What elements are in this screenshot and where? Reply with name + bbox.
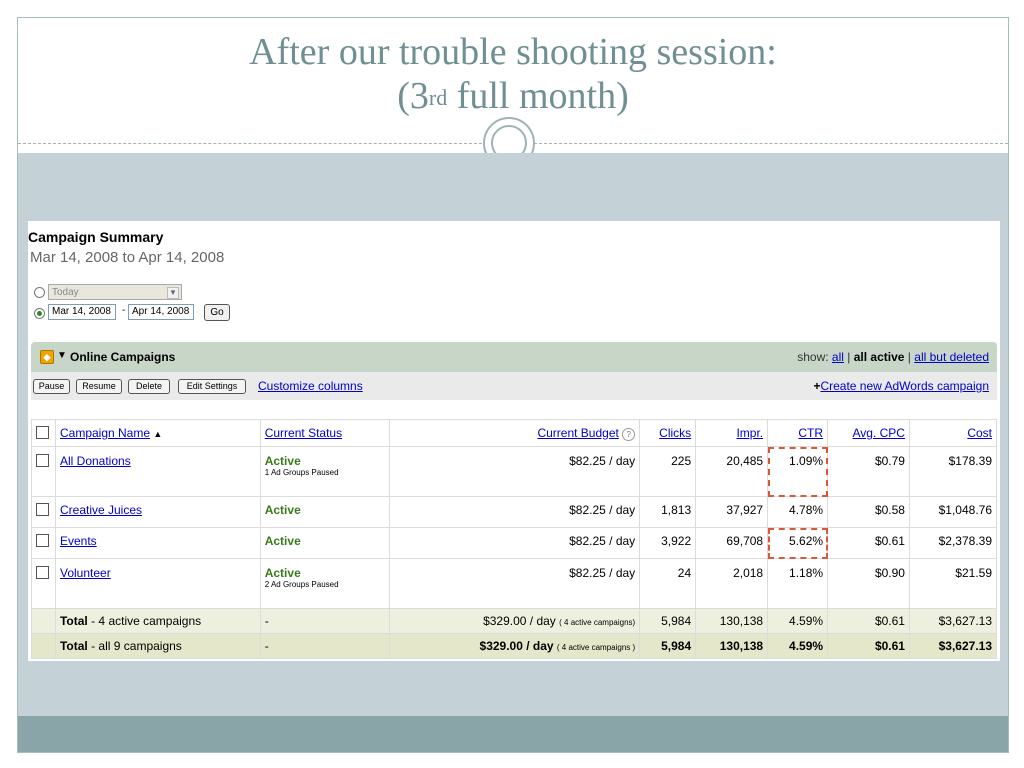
campaign-name-cell xyxy=(55,497,260,528)
clicks-cell: 24 xyxy=(640,559,696,609)
create-campaign xyxy=(813,379,989,393)
sort-budget-link[interactable]: Current Budget xyxy=(537,425,619,440)
header-avg-cpc xyxy=(828,420,910,447)
show-label: show: xyxy=(797,350,829,364)
cost-cell: $178.39 xyxy=(909,447,996,497)
impr-cell: 37,927 xyxy=(696,497,768,528)
totals-budget-cell xyxy=(389,609,640,634)
table-row xyxy=(32,447,997,497)
row-checkbox-cell xyxy=(32,528,56,559)
online-campaigns-bar xyxy=(31,342,997,372)
radio-preset-range[interactable] xyxy=(34,287,45,298)
title-pre: (3 xyxy=(397,75,429,117)
campaign-name-cell xyxy=(55,447,260,497)
impr-cell: 69,708 xyxy=(696,528,768,559)
row-checkbox-cell xyxy=(32,559,56,609)
slide-title-line2 xyxy=(18,74,1008,118)
impr-cell: 20,485 xyxy=(696,447,768,497)
sort-cost-link[interactable]: Cost xyxy=(967,426,992,440)
totals-avg-cpc-cell: $0.61 xyxy=(828,634,910,659)
clicks-cell: 225 xyxy=(640,447,696,497)
sort-avg-cpc-link[interactable]: Avg. CPC xyxy=(852,426,905,440)
status-text: Active xyxy=(264,503,301,517)
header-checkbox-cell xyxy=(32,420,56,447)
header-status xyxy=(260,420,389,447)
header-cost xyxy=(909,420,996,447)
campaign-link[interactable]: Events xyxy=(59,534,97,548)
ctr-cell: 1.18% xyxy=(768,559,828,609)
totals-clicks-cell: 5,984 xyxy=(640,609,696,634)
header-clicks xyxy=(640,420,696,447)
plus-icon: + xyxy=(813,379,821,393)
sort-status-link[interactable]: Current Status xyxy=(264,426,343,440)
show-sep-1: | xyxy=(847,350,851,364)
date-dash: - xyxy=(122,305,126,316)
collapse-triangle-icon[interactable]: ▼ xyxy=(57,350,67,361)
campaign-name-cell xyxy=(55,528,260,559)
totals-suffix: - 4 active campaigns xyxy=(87,614,202,628)
totals-empty-cell xyxy=(32,634,56,659)
avg-cpc-cell: $0.58 xyxy=(828,497,910,528)
totals-cost-cell: $3,627.13 xyxy=(909,609,996,634)
budget-cell: $82.25 / day xyxy=(389,447,640,497)
campaign-summary-date-range: Mar 14, 2008 to Apr 14, 2008 xyxy=(30,249,225,266)
decor-band-top xyxy=(18,153,1008,221)
totals-label: Total xyxy=(59,614,88,628)
preset-range-select[interactable] xyxy=(48,284,182,300)
status-text: Active xyxy=(264,534,301,548)
campaigns-table xyxy=(31,419,997,659)
header-campaign-name xyxy=(55,420,260,447)
sort-campaign-name-link[interactable]: Campaign Name xyxy=(59,426,151,440)
avg-cpc-cell: $0.79 xyxy=(828,447,910,497)
totals-status-cell: - xyxy=(260,634,389,659)
row-checkbox[interactable] xyxy=(36,503,49,516)
title-sup: rd xyxy=(428,85,448,110)
totals-impr-cell: 130,138 xyxy=(696,634,768,659)
campaign-name-cell xyxy=(55,559,260,609)
decor-band-bottom xyxy=(18,716,1008,752)
decor-band-right xyxy=(1000,221,1008,716)
ctr-cell: 4.78% xyxy=(768,497,828,528)
sort-clicks-link[interactable]: Clicks xyxy=(659,426,692,440)
pause-button[interactable]: Pause xyxy=(33,379,70,394)
decor-band-left xyxy=(18,221,28,716)
sort-ascending-icon: ▲ xyxy=(153,429,163,439)
totals-impr-cell: 130,138 xyxy=(696,609,768,634)
sort-ctr-link[interactable]: CTR xyxy=(798,426,824,440)
cost-cell: $2,378.39 xyxy=(909,528,996,559)
totals-ctr-cell: 4.59% xyxy=(768,609,828,634)
row-checkbox-cell xyxy=(32,447,56,497)
status-cell xyxy=(260,447,389,497)
totals-row-active xyxy=(32,609,997,634)
slide-title-line1: After our trouble shooting session: xyxy=(249,31,777,73)
totals-empty-cell xyxy=(32,609,56,634)
totals-status-cell: - xyxy=(260,609,389,634)
sort-impr-link[interactable]: Impr. xyxy=(736,426,764,440)
create-campaign-link[interactable]: Create new AdWords campaign xyxy=(820,379,989,393)
totals-cost-cell: $3,627.13 xyxy=(909,634,996,659)
campaign-link[interactable]: Creative Juices xyxy=(59,503,143,517)
row-checkbox-cell xyxy=(32,497,56,528)
row-checkbox[interactable] xyxy=(36,566,49,579)
avg-cpc-cell: $0.61 xyxy=(828,528,910,559)
budget-cell: $82.25 / day xyxy=(389,497,640,528)
row-checkbox[interactable] xyxy=(36,534,49,547)
ctr-cell-highlighted: 1.09% xyxy=(768,447,828,497)
totals-label-cell xyxy=(55,609,260,634)
end-date-input[interactable]: Apr 14, 2008 xyxy=(128,304,194,320)
campaign-type-icon: ◆ xyxy=(40,350,54,364)
campaign-link[interactable]: All Donations xyxy=(59,454,131,468)
totals-label: Total xyxy=(59,639,88,653)
avg-cpc-cell: $0.90 xyxy=(828,559,910,609)
table-row xyxy=(32,559,997,609)
slide xyxy=(17,17,1009,753)
resume-button[interactable]: Resume xyxy=(76,379,122,394)
online-campaigns-title: Online Campaigns xyxy=(70,350,176,364)
clicks-cell: 3,922 xyxy=(640,528,696,559)
show-all-link[interactable]: all xyxy=(831,350,844,364)
preset-range-value: Today xyxy=(52,287,79,298)
budget-cell: $82.25 / day xyxy=(389,559,640,609)
go-button[interactable]: Go xyxy=(204,304,230,321)
totals-suffix: - all 9 campaigns xyxy=(87,639,182,653)
campaign-toolbar xyxy=(31,372,997,400)
cost-cell: $21.59 xyxy=(909,559,996,609)
header-ctr xyxy=(768,420,828,447)
radio-custom-range[interactable] xyxy=(34,308,45,319)
totals-budget: $329.00 / day xyxy=(479,639,554,653)
status-cell xyxy=(260,497,389,528)
help-icon[interactable]: ? xyxy=(622,428,635,441)
campaign-summary-title: Campaign Summary xyxy=(28,229,164,245)
status-cell xyxy=(260,559,389,609)
chevron-down-icon[interactable]: ▼ xyxy=(167,287,179,299)
totals-ctr-cell: 4.59% xyxy=(768,634,828,659)
impr-cell: 2,018 xyxy=(696,559,768,609)
cost-cell: $1,048.76 xyxy=(909,497,996,528)
totals-budget: $329.00 / day xyxy=(483,614,556,628)
budget-cell: $82.25 / day xyxy=(389,528,640,559)
status-note: 2 Ad Groups Paused xyxy=(264,580,339,589)
totals-budget-note: ( 4 active campaigns) xyxy=(559,618,636,627)
totals-budget-note: ( 4 active campaigns ) xyxy=(556,643,636,652)
header-budget xyxy=(389,420,640,447)
status-text: Active xyxy=(264,454,301,468)
row-checkbox[interactable] xyxy=(36,454,49,467)
show-all-but-deleted-link[interactable]: all but deleted xyxy=(914,350,989,364)
adwords-screenshot xyxy=(28,221,1000,661)
totals-clicks-cell: 5,984 xyxy=(640,634,696,659)
status-cell xyxy=(260,528,389,559)
table-header-row xyxy=(32,420,997,447)
edit-settings-button[interactable]: Edit Settings xyxy=(178,379,246,394)
start-date-input[interactable]: Mar 14, 2008 xyxy=(48,304,116,320)
header-impr xyxy=(696,420,768,447)
status-text: Active xyxy=(264,566,301,580)
title-post: full month) xyxy=(447,75,629,117)
show-sep-2: | xyxy=(907,350,911,364)
totals-budget-cell xyxy=(389,634,640,659)
ctr-cell-highlighted: 5.62% xyxy=(768,528,828,559)
show-all-active: all active xyxy=(853,350,905,364)
table-row xyxy=(32,497,997,528)
status-note: 1 Ad Groups Paused xyxy=(264,468,339,477)
customize-columns-link[interactable]: Customize columns xyxy=(258,379,363,393)
totals-avg-cpc-cell: $0.61 xyxy=(828,609,910,634)
table-row xyxy=(32,528,997,559)
slide-title xyxy=(18,30,1008,118)
decor-band-lower xyxy=(18,661,1008,716)
select-all-checkbox[interactable] xyxy=(36,426,49,439)
delete-button[interactable]: Delete xyxy=(128,379,170,394)
totals-row-all xyxy=(32,634,997,659)
campaign-link[interactable]: Volunteer xyxy=(59,566,111,580)
totals-label-cell xyxy=(55,634,260,659)
show-filter xyxy=(797,350,989,364)
clicks-cell: 1,813 xyxy=(640,497,696,528)
